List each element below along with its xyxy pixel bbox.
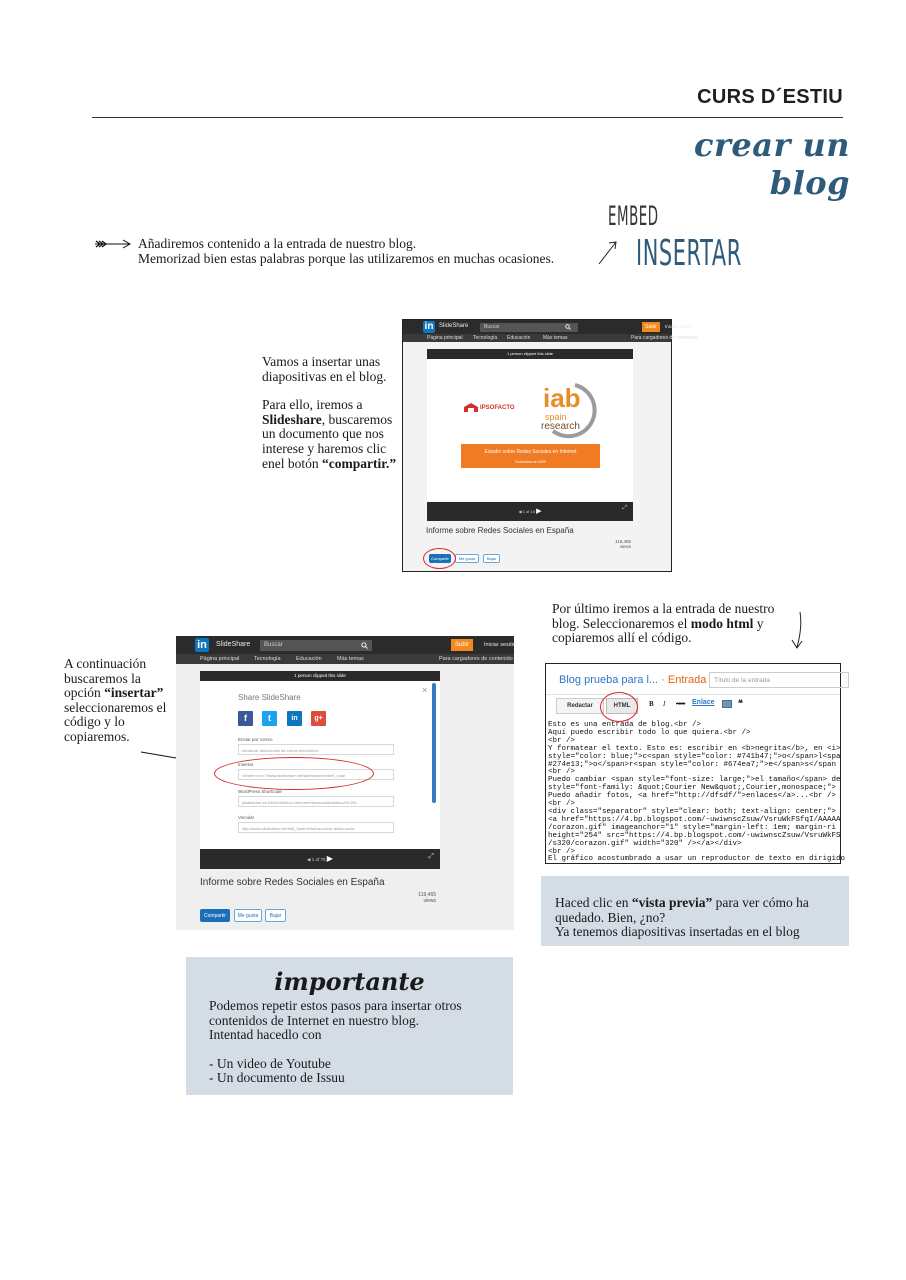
login-link[interactable]: Iniciar sesión [665, 324, 692, 329]
iab-logo-research: research [541, 421, 580, 432]
step3-instructions [552, 602, 802, 646]
code-line: Aquí puedo escribir todo lo que quiera.<br /> [548, 728, 751, 737]
nav-item-uploaders[interactable]: Para cargadores de contenido [631, 335, 698, 341]
slideshare-brand-2: SlideShare [216, 641, 251, 648]
nav-item-home-2[interactable]: Página principal [200, 656, 240, 662]
views-count-label-2: views [423, 898, 436, 904]
search-icon-2[interactable] [361, 642, 368, 649]
slide-banner-date: Noviembre de 2009 [515, 460, 546, 464]
intro-line-1: Añadiremos contenido a la entrada de nuestro blog. [138, 236, 417, 251]
html-highlight-ellipse [600, 692, 638, 722]
entry-label: Entrada [667, 674, 707, 686]
keyword-insertar: INSERTAR [636, 233, 742, 274]
clipped-notice: 1 person clipped this slide [506, 351, 554, 356]
step3-html-bold: modo html [690, 615, 754, 631]
code-line: <br /> [548, 847, 576, 856]
code-line: <a href="https://4.bp.blogspot.com/-uwiwnscZsuw/VsruWkFSfqI/AAAAA [548, 815, 841, 824]
nav-item-more-2[interactable]: Más temas [337, 656, 364, 662]
fullscreen-icon[interactable]: ⤢ [622, 505, 627, 511]
email-field[interactable]: Introducir direcciones de correo electrónico [238, 744, 394, 755]
embed-label: Insertar [238, 762, 254, 767]
search-icon[interactable] [565, 324, 571, 330]
blog-name[interactable]: Blog prueba para l... [559, 674, 659, 686]
share-button-2[interactable]: Compartir [200, 909, 230, 922]
code-line: height="254" src="https://4.bp.blogspot.com/-uwiwnscZsuw/VsruWkFS [548, 831, 841, 840]
step1-para-2-prefix: Para ello, iremos a [262, 397, 363, 413]
step3-suffix: y copiaremos allí el código. [552, 615, 764, 646]
step1-instructions [262, 355, 398, 485]
code-line: <br /> [548, 800, 576, 809]
like-button-2[interactable]: Me gusta [234, 909, 262, 922]
share-button[interactable]: Compartir [429, 554, 451, 563]
slideshare-screenshot-2 [176, 636, 517, 930]
preview-suffix: para ver cómo ha quedado. Bien, ¿no? [555, 895, 809, 925]
blogger-editor-screenshot [545, 663, 846, 864]
link-button[interactable]: Enlace [692, 699, 715, 706]
views-count-number-2: 119,465 [418, 892, 436, 898]
code-line: #274e13;">o</span>r<span style="color: #674ea7;">e</span>s</span [548, 760, 837, 769]
code-line: El gráfico acostumbrado a usar un reproductor de texto en dirigido [548, 855, 846, 864]
email-label: Enviar por correo [238, 737, 273, 742]
slideshare-topbar [403, 320, 692, 334]
preview-prefix: Haced clic en [555, 895, 632, 910]
linkedin-logo-icon-2[interactable]: in [195, 638, 209, 652]
wordpress-field[interactable]: [slideshare id=2484418&doc=informeredessocialesiabnov09-091 [238, 796, 394, 807]
page-header-title: CURS D´ESTIU [697, 86, 843, 108]
header-divider [92, 117, 843, 118]
iab-logo-spain: spain [545, 412, 567, 422]
important-item-youtube: - Un video de Youtube [209, 1055, 331, 1071]
strikethrough-button[interactable]: ABC [676, 701, 686, 706]
next-icon-2[interactable]: ▶ [326, 854, 333, 863]
important-line-2: Intentad hacedlo con [209, 1027, 322, 1043]
embed-highlight-ellipse [214, 757, 374, 790]
code-line: Puedo cambiar <span style="font-size: large;">el tamaño</span> de [548, 776, 841, 785]
step3-prefix: Por último iremos a la entrada de nuestro blog. Seleccionaremos el [552, 601, 775, 631]
slide-banner [461, 444, 600, 468]
views-count-number: 119,465 [615, 539, 631, 544]
important-box [186, 957, 513, 1095]
nav-item-more[interactable]: Más temas [543, 335, 568, 341]
previous-icon-2[interactable]: ◀ [307, 857, 311, 862]
search-input[interactable]: Buscar [480, 323, 578, 332]
linkedin-logo-icon[interactable]: in [424, 321, 434, 332]
share-highlight-ellipse [423, 548, 456, 569]
step2-insertar-bold: “insertar” [104, 685, 164, 701]
slideshare-topbar-2 [176, 636, 517, 654]
important-title: importante [274, 967, 425, 996]
slide-player [427, 349, 633, 521]
preview-bold: “vista previa” [631, 895, 713, 910]
html-code-area[interactable] [548, 721, 846, 864]
bold-button[interactable]: B [649, 700, 654, 708]
iab-logo: iab [543, 383, 581, 413]
slideshare-brand: SlideShare [439, 323, 469, 329]
slideshare-nav [403, 334, 698, 342]
clipped-notice-2: 1 person clipped this slide [294, 673, 346, 678]
post-title-input[interactable]: Título de la entrada [709, 672, 849, 688]
image-icon[interactable] [722, 700, 732, 708]
step1-para-2 [262, 398, 398, 471]
views-count [603, 539, 631, 549]
blogger-header [559, 674, 706, 686]
arrow-down-icon [790, 611, 806, 651]
code-line: <br /> [548, 768, 576, 777]
nav-item-home[interactable]: Página principal [427, 335, 463, 341]
share-dialog-title: Share SlideShare [238, 693, 301, 702]
intro-text [138, 236, 554, 266]
quote-icon[interactable]: ❝ [738, 698, 743, 708]
link-field[interactable]: http://www.slideshare.net/IAB_Spain/informe-sobre-redes-socia [238, 822, 394, 833]
document-title-2: Informe sobre Redes Sociales en España [200, 877, 385, 888]
linkedin-share-icon[interactable]: in [287, 711, 302, 726]
wordpress-label: WordPress Shortcode [238, 789, 282, 794]
upload-button[interactable]: Subir [642, 322, 660, 332]
preview-info-box [541, 876, 849, 946]
close-icon[interactable]: × [422, 685, 428, 695]
code-line: Y formatear el texto. Esto es: escribir en <b>negrita</b>, en <i> [548, 744, 841, 753]
slide-content [427, 359, 633, 502]
step1-compartir-bold: “compartir.” [322, 455, 397, 471]
preview-line-2: Ya tenemos diapositivas insertadas en el blog [555, 924, 800, 940]
page-indicator: 1 of 10 [522, 509, 535, 514]
important-item-issuu: - Un documento de Issuu [209, 1070, 345, 1086]
step2-instructions [64, 657, 176, 745]
facebook-icon[interactable]: f [238, 711, 253, 726]
fullscreen-icon-2[interactable]: ⤢ [428, 852, 434, 860]
intro-line-2: Memorizad bien estas palabras porque las utilizaremos en muchas ocasiones. [138, 251, 555, 266]
house-logo-icon [463, 403, 479, 413]
link-label: Vincular [238, 815, 255, 820]
code-line: style="font-family: &quot;Courier New&quot;,Courier,monospace;"> [548, 784, 837, 793]
code-line: Puedo añadir fotos, <a href="http://dfsdf/">enlaces</a>...<br /> [548, 792, 837, 801]
nav-item-education-2[interactable]: Educación [296, 656, 322, 662]
page-indicator-2: 1 of 75 [311, 857, 326, 862]
step1-para-1: Vamos a insertar unas diapositivas en el blog. [262, 354, 387, 384]
views-count-2 [406, 892, 436, 904]
slideshare-nav-2 [176, 654, 514, 664]
code-line: /s320/corazon.gif" width="320" /></a></div> [548, 839, 742, 848]
twitter-icon[interactable]: t [262, 711, 277, 726]
italic-button[interactable]: I [663, 700, 666, 708]
code-line: /corazon.gif" imageanchor="1" style="margin-left: 1em; margin-ri [548, 823, 837, 832]
keyword-embed: EMBED [608, 201, 659, 232]
scrollbar[interactable] [432, 683, 436, 803]
nav-item-education[interactable]: Educación [507, 335, 531, 341]
slideshare-screenshot-1 [402, 319, 698, 572]
step1-para-2-middle: , buscaremos un documento que nos interese y haremos clic enel botón [262, 411, 393, 471]
important-line-1: Podemos repetir estos pasos para insertar otros contenidos de Internet en nuestro blog. [209, 998, 462, 1028]
document-title: Informe sobre Redes Sociales en España [426, 526, 574, 535]
next-icon[interactable]: ▶ [536, 508, 542, 515]
nav-item-tech[interactable]: Tecnología [473, 335, 498, 341]
important-body [209, 999, 509, 1086]
login-link-2[interactable]: Iniciar sesión [484, 642, 517, 648]
page-subtitle: crear un blog [694, 126, 850, 202]
blog-name-separator: · [661, 674, 665, 686]
code-line: <div class="separator" style="clear: both; text-align: center;"> [548, 807, 837, 816]
nav-item-uploaders-2[interactable]: Para cargadores de contenido [439, 656, 513, 662]
step1-slideshare-bold: Slideshare [262, 411, 322, 427]
html-tab[interactable]: HTML [606, 698, 638, 714]
googleplus-icon[interactable]: g+ [311, 711, 326, 726]
slide-banner-title: Estudio sobre Redes Sociales en Internet [484, 449, 577, 455]
slide-controls-2 [200, 854, 440, 863]
spacer [209, 1043, 509, 1057]
arrow-up-right-icon [597, 236, 619, 266]
views-count-label: views [619, 544, 631, 549]
previous-icon[interactable]: ◀ [518, 509, 522, 514]
code-line: Esto es una entrada de blog.<br /> [548, 721, 702, 729]
code-line: style="color: blue;">c<span style="color: #741b47;">o</span>l<spa [548, 752, 841, 761]
embed-code-field[interactable]: <iframe src="//www.slideshare.net/slideshow/embed_code [238, 769, 394, 780]
slide-controls [427, 507, 633, 515]
preview-line-1 [555, 896, 849, 925]
compose-tab[interactable]: Redactar [556, 698, 604, 714]
like-button[interactable]: Me gusta [455, 554, 479, 563]
arrow-right-icon [94, 239, 132, 249]
nav-item-tech-2[interactable]: Tecnología [254, 656, 281, 662]
code-line: <br /> [548, 736, 576, 745]
download-button[interactable]: Bajar [483, 554, 500, 563]
step2-suffix: seleccionaremos el código y lo copiaremos. [64, 699, 167, 744]
upload-button-2[interactable]: Subir [451, 639, 473, 651]
ipsofacto-logo: IPSOFACTO [480, 405, 515, 411]
search-input-2[interactable]: Buscar [260, 640, 372, 651]
download-button-2[interactable]: Bajar [265, 909, 286, 922]
toolbar-divider [546, 694, 840, 695]
step2-prefix: A continuación buscaremos la opción [64, 656, 147, 701]
